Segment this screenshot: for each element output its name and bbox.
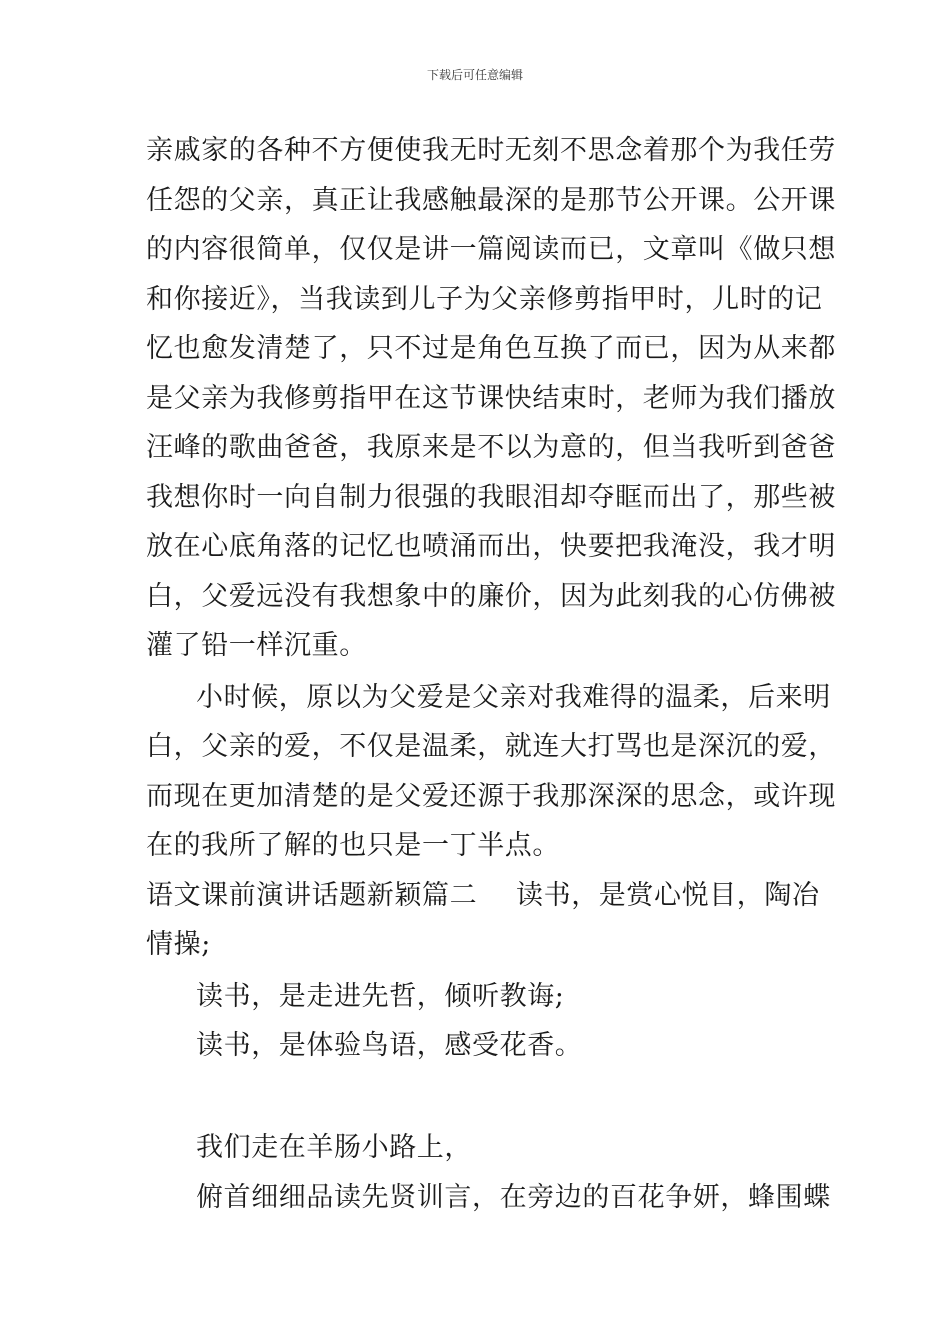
text-line: 白，父亲的爱，不仅是温柔，就连大打骂也是深沉的爱， (146, 731, 836, 762)
text-line: 任怨的父亲，真正让我感触最深的是那节公开课。公开课 (146, 185, 836, 216)
text-line: 读书，是体验鸟语，感受花香。 (196, 1030, 583, 1061)
text-line: 我们走在羊肠小路上， (196, 1132, 472, 1163)
text-line: 俯首细细品读先贤训言，在旁边的百花争妍，蜂围蝶 (196, 1182, 831, 1213)
text-line: 汪峰的歌曲爸爸，我原来是不以为意的，但当我听到爸爸 (146, 432, 836, 463)
text-line: 情操; (146, 929, 211, 960)
text-line: 灌了铅一样沉重。 (146, 630, 367, 661)
section-heading: 语文课前演讲话题新颖篇二 (146, 880, 478, 911)
text-line: 小时候，原以为父爱是父亲对我难得的温柔，后来明 (196, 682, 831, 713)
text-line: 而现在更加清楚的是父爱还源于我那深深的思念，或许现 (146, 781, 836, 812)
text-line: 读书，是走进先哲，倾听教诲; (196, 981, 565, 1012)
text-line: 我想你时一向自制力很强的我眼泪却夺眶而出了，那些被 (146, 482, 836, 513)
text-line: 的内容很简单，仅仅是讲一篇阅读而已，文章叫《做只想 (146, 234, 836, 265)
text-line: 白，父爱远没有我想象中的廉价，因为此刻我的心仿佛被 (146, 581, 836, 612)
text-line: 是父亲为我修剪指甲在这节课快结束时，老师为我们播放 (146, 383, 836, 414)
text-line: 亲戚家的各种不方便使我无时无刻不思念着那个为我任劳 (146, 135, 836, 166)
section-heading-text: 读书，是赏心悦目，陶冶 (516, 880, 820, 911)
text-line: 在的我所了解的也只是一丁半点。 (146, 830, 560, 861)
text-line: 忆也愈发清楚了，只不过是角色互换了而已，因为从来都 (146, 333, 836, 364)
text-line: 放在心底角落的记忆也喷涌而出，快要把我淹没，我才明 (146, 531, 836, 562)
text-line: 和你接近》，当我读到儿子为父亲修剪指甲时，儿时的记 (146, 284, 823, 315)
page-header: 下载后可任意编辑 (426, 68, 523, 82)
